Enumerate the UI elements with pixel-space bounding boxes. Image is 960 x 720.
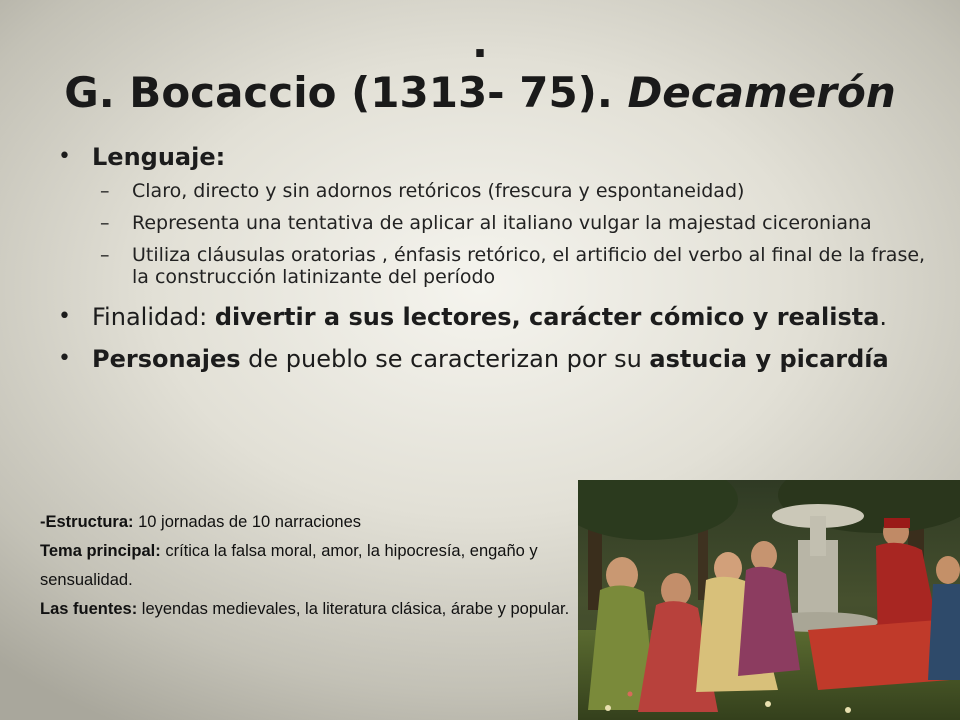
finalidad-bold: divertir a sus lectores, carácter cómico y realista [214, 303, 880, 331]
title-dot: . [472, 18, 488, 67]
personajes-bold: Personajes [92, 345, 241, 373]
painting-image [578, 480, 960, 720]
title-main: G. Bocaccio (1313- 75). [64, 68, 628, 117]
personajes-text: de pueblo se caracterizan por su [240, 345, 650, 373]
title-italic: Decamerón [627, 68, 896, 117]
bullet-finalidad [56, 302, 936, 332]
tema-text: crítica la falsa moral, amor, la hipocresía, engaño y sensualidad. [40, 542, 538, 589]
tema-label: Tema principal: [40, 542, 161, 560]
personajes-bold2: astucia y picardía [649, 345, 889, 373]
finalidad-end: . [879, 303, 888, 331]
bullet-list [56, 142, 936, 382]
bullet-lenguaje [56, 142, 936, 172]
sub-bullet-representa: – Representa una tentativa de aplicar al italiano vulgar la majestad ciceroniana [56, 212, 936, 234]
sub-bullet-claro: – Claro, directo y sin adornos retóricos (frescura y espontaneidad) [56, 180, 936, 202]
notes-block [40, 508, 570, 624]
fuentes-label: Las fuentes: [40, 600, 138, 618]
bullet-personajes [56, 344, 936, 374]
finalidad-label: Finalidad: [92, 303, 215, 331]
fuentes-text: leyendas medievales, la literatura clásica, árabe y popular. [137, 600, 570, 618]
estructura-text: 10 jornadas de 10 narraciones [133, 513, 362, 531]
sub-bullet-utiliza: – Utiliza cláusulas oratorias , énfasis retórico, el artificio del verbo al final de la frase, la construcción latinizante del período [56, 244, 936, 288]
slide-title [0, 18, 960, 118]
bullet-lenguaje-label: Lenguaje: [92, 143, 226, 171]
estructura-label: -Estructura: [40, 513, 134, 531]
